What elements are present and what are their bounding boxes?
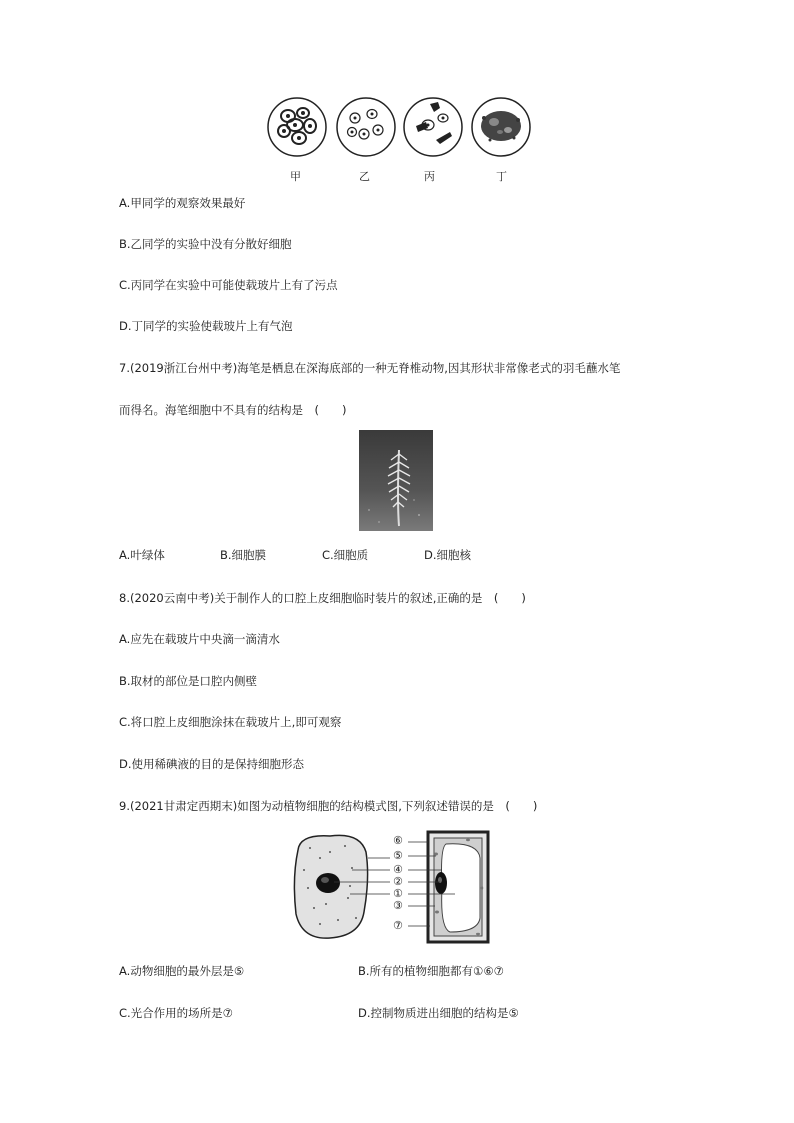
q8-option-d: D.使用稀碘液的目的是保持细胞形态 — [119, 757, 305, 771]
q9-option-a: A.动物细胞的最外层是⑤ — [119, 964, 245, 978]
diagram-label-6: ⑥ — [393, 834, 403, 847]
q9-stem: 9.(2021甘肃定西期末)如图为动植物细胞的结构模式图,下列叙述错误的是 ( ) — [119, 799, 538, 813]
figure-label-bing: 丙 — [424, 170, 435, 183]
diagram-label-4: ④ — [393, 863, 403, 876]
sea-pen-photo — [359, 430, 433, 531]
cell-view-ding — [470, 96, 532, 158]
cell-view-bing — [402, 96, 464, 158]
q6-option-d: D.丁同学的实验使载玻片上有气泡 — [119, 319, 293, 333]
figure-label-ding: 丁 — [496, 170, 507, 183]
cell-view-jia — [266, 96, 328, 158]
q7-option-a: A.叶绿体 — [119, 548, 165, 562]
diagram-label-5: ⑤ — [393, 849, 403, 862]
diagram-label-7: ⑦ — [393, 919, 403, 932]
q9-option-c: C.光合作用的场所是⑦ — [119, 1006, 233, 1020]
cell-view-yi — [335, 96, 397, 158]
q7-option-d: D.细胞核 — [424, 548, 472, 562]
q6-option-a: A.甲同学的观察效果最好 — [119, 196, 246, 210]
q6-option-c: C.丙同学在实验中可能使载玻片上有了污点 — [119, 278, 338, 292]
q9-option-d: D.控制物质进出细胞的结构是⑤ — [358, 1006, 519, 1020]
q7-option-b: B.细胞膜 — [220, 548, 267, 562]
q7-stem-line1: 7.(2019浙江台州中考)海笔是栖息在深海底部的一种无脊椎动物,因其形状非常像老式的羽毛蘸水笔 — [119, 361, 621, 375]
q8-option-a: A.应先在载玻片中央滴一滴清水 — [119, 632, 280, 646]
figure-label-jia: 甲 — [290, 170, 301, 183]
q8-option-b: B.取材的部位是口腔内侧壁 — [119, 674, 258, 688]
q7-stem-line2: 而得名。海笔细胞中不具有的结构是 ( ) — [119, 403, 347, 417]
q8-option-c: C.将口腔上皮细胞涂抹在载玻片上,即可观察 — [119, 715, 342, 729]
q7-option-c: C.细胞质 — [322, 548, 369, 562]
diagram-label-1: ① — [393, 887, 403, 900]
q9-option-b: B.所有的植物细胞都有①⑥⑦ — [358, 964, 504, 978]
diagram-label-3: ③ — [393, 899, 403, 912]
q6-option-b: B.乙同学的实验中没有分散好细胞 — [119, 237, 292, 251]
q8-stem: 8.(2020云南中考)关于制作人的口腔上皮细胞临时装片的叙述,正确的是 ( ) — [119, 591, 526, 605]
diagram-label-2: ② — [393, 875, 403, 888]
figure-label-yi: 乙 — [359, 170, 370, 183]
